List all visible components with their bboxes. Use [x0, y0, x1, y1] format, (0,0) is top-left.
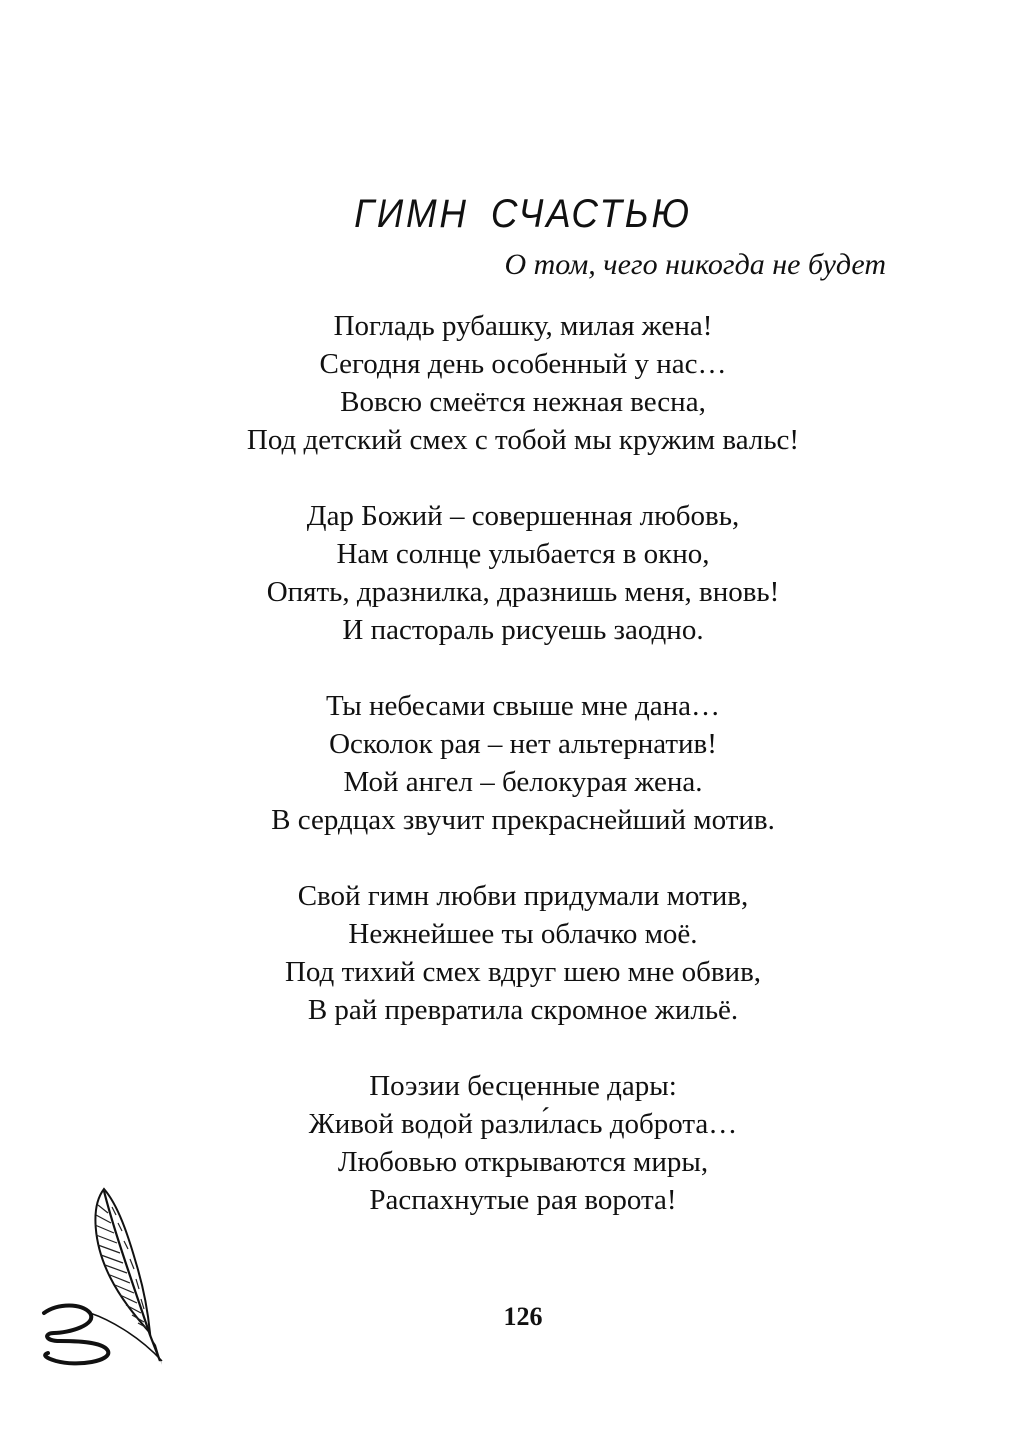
poem-line: Под детский смех с тобой мы кружим вальс!	[246, 424, 800, 456]
poem-line: Вовсю смеётся нежная весна,	[340, 386, 706, 418]
poem-line: Любовью открываются миры,	[337, 1146, 709, 1178]
poem-line: В сердцах звучит прекраснейший мотив.	[271, 804, 775, 836]
stanza	[0, 497, 1026, 649]
poem-line: Поэзии бесценные дары:	[369, 1070, 677, 1102]
poem-line: Погладь рубашку, милая жена!	[333, 310, 713, 342]
poem-epigraph: О том, чего никогда не будет	[504, 248, 886, 281]
poem-line: Осколок рая – нет альтернатив!	[329, 728, 717, 760]
stanza	[0, 687, 1026, 839]
poem-line: Живой водой разли́лась доброта…	[308, 1108, 738, 1140]
poem-line: И пастораль рисуешь заодно.	[342, 614, 704, 646]
poem-line: Опять, дразнилка, дразнишь меня, вновь!	[266, 576, 780, 608]
poem-line: В рай превратила скромное жильё.	[307, 994, 739, 1026]
poem-line: Дар Божий – совершенная любовь,	[306, 500, 740, 532]
poem-line: Ты небесами свыше мне дана…	[325, 690, 721, 722]
poem-line: Нежнейшее ты облачко моё.	[348, 918, 698, 950]
poem-title: ГИМН СЧАСТЬЮ	[354, 191, 692, 236]
quill-pen-icon	[38, 1185, 173, 1375]
poem-line: Распахнутые рая ворота!	[369, 1184, 677, 1216]
poem-line: Нам солнце улыбается в окно,	[336, 538, 710, 570]
poem-line: Свой гимн любви придумали мотив,	[297, 880, 749, 912]
page-number: 126	[503, 1302, 543, 1331]
stanza	[0, 307, 1026, 459]
stanza	[0, 877, 1026, 1029]
poem-line: Сегодня день особенный у нас…	[319, 348, 727, 380]
poem-line: Мой ангел – белокурая жена.	[343, 766, 703, 798]
poem-body	[0, 307, 1026, 1257]
poem-line: Под тихий смех вдруг шею мне обвив,	[284, 956, 762, 988]
